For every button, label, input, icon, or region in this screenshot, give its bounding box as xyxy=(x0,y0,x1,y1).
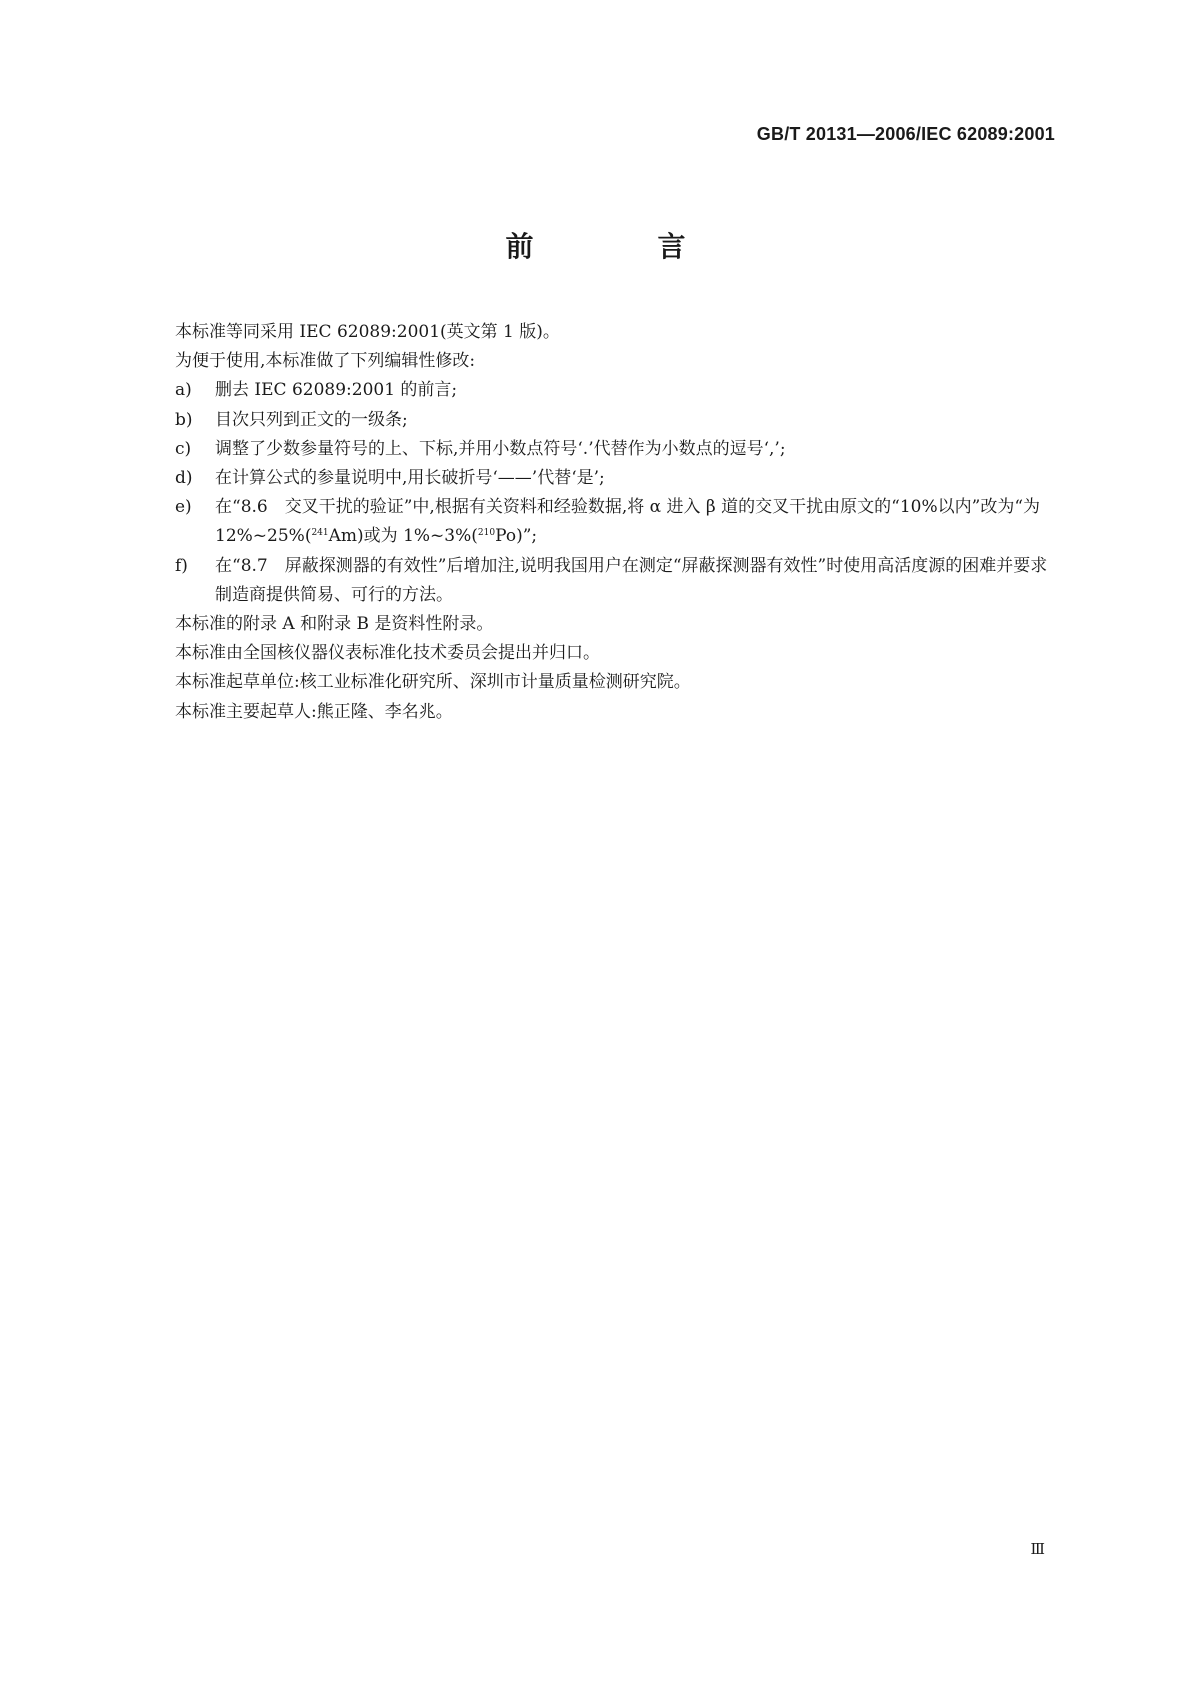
page-number: Ⅲ xyxy=(1030,1540,1045,1558)
list-marker: f) xyxy=(175,555,188,576)
list-marker: b) xyxy=(175,409,193,430)
list-marker: c) xyxy=(175,438,192,459)
paragraph-committee: 本标准由全国核仪器仪表标准化技术委员会提出并归口。 xyxy=(175,643,600,664)
list-item-text xyxy=(215,493,1055,551)
list-item-f xyxy=(175,552,1055,610)
list-item-text: 删去 IEC 62089:2001 的前言; xyxy=(215,380,458,401)
list-marker: d) xyxy=(175,468,193,489)
list-marker: e) xyxy=(175,497,192,518)
page-title: 前 言 xyxy=(505,230,734,263)
isotope-mass-number: 210 xyxy=(477,528,496,539)
list-item-b xyxy=(175,406,1055,435)
foreword-body xyxy=(175,318,1055,727)
list-marker: a) xyxy=(175,380,192,401)
list-item-text: 在“8.7 屏蔽探测器的有效性”后增加注,说明我国用户在测定“屏蔽探测器有效性”时使用高活度源的困难并要求制造商提供简易、可行的方法。 xyxy=(215,555,1048,605)
paragraph-adoption: 本标准等同采用 IEC 62089:2001(英文第 1 版)。 xyxy=(175,322,560,342)
list-item-a xyxy=(175,376,1055,405)
list-item-c xyxy=(175,435,1055,464)
paragraph-drafters: 本标准主要起草人:熊正隆、李名兆。 xyxy=(175,701,453,722)
paragraph-drafting-units: 本标准起草单位:核工业标准化研究所、深圳市计量质量检测研究院。 xyxy=(175,672,691,693)
list-item-text-part: Am)或为 1%~3%( xyxy=(328,526,478,547)
list-item-text: 目次只列到正文的一级条; xyxy=(215,409,408,430)
isotope-mass-number: 241 xyxy=(311,528,329,539)
list-item-text: 在计算公式的参量说明中,用长破折号‘——’代替‘是’; xyxy=(215,468,605,489)
list-item-e xyxy=(175,493,1055,551)
paragraph-edits-intro: 为便于使用,本标准做了下列编辑性修改: xyxy=(175,351,476,372)
standard-code-header: GB/T 20131—2006/IEC 62089:2001 xyxy=(756,124,1055,144)
list-item-text: 调整了少数参量符号的上、下标,并用小数点符号‘.’代替作为小数点的逗号‘,’; xyxy=(215,438,786,459)
list-item-d xyxy=(175,464,1055,493)
list-item-text-part: 在“8.6 交叉干扰的验证”中,根据有关资料和经验数据,将 α 进入 β 道的交叉干扰由原文的“10%以内”改为“为 12%~25%( xyxy=(215,497,1041,547)
paragraph-annexes: 本标准的附录 A 和附录 B 是资料性附录。 xyxy=(175,614,494,635)
list-item-text-part: Po)”; xyxy=(495,526,538,547)
